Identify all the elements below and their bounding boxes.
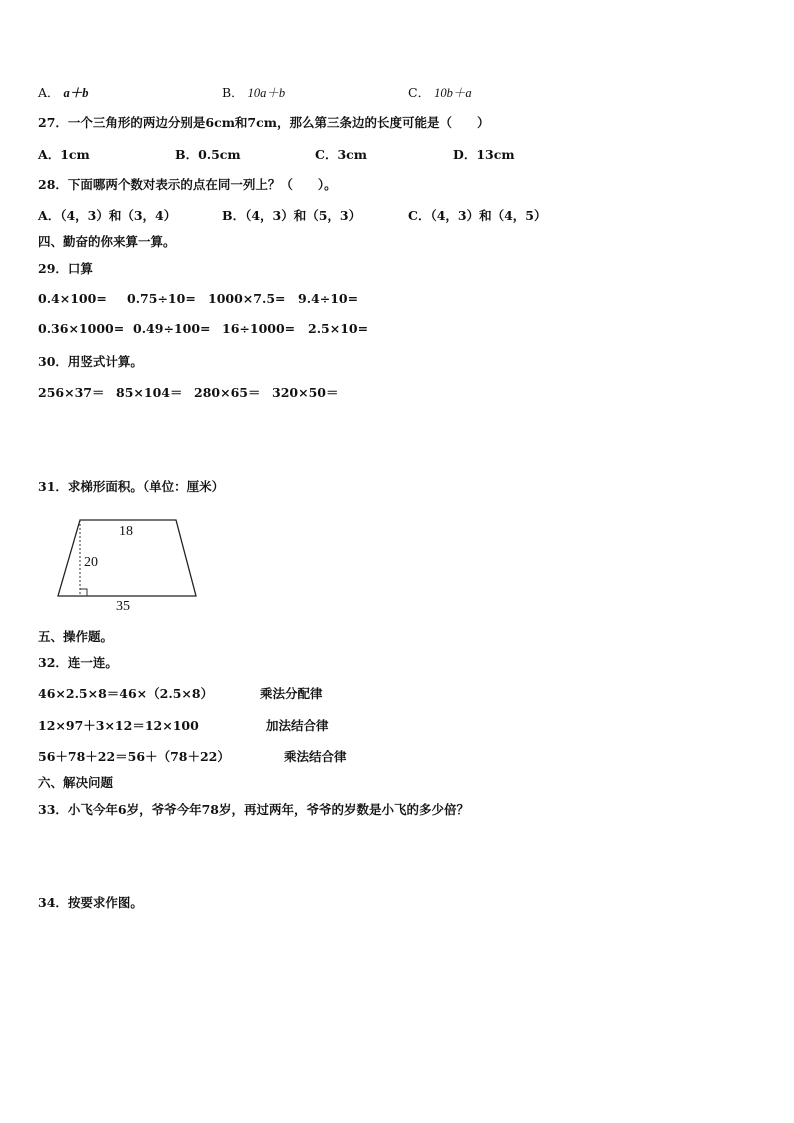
q27-option-c: C．3cm — [315, 147, 367, 162]
q30-stem: 30．用竖式计算。 — [38, 354, 143, 369]
q29-r1-1: 0.4×100= — [38, 291, 107, 306]
q28-option-c: C．（4，3）和（4，5） — [408, 208, 547, 223]
q28-option-b: B．（4，3）和（5，3） — [222, 208, 362, 223]
q28-option-a: A．（4，3）和（3，4） — [38, 208, 177, 223]
q26-option-c-label: C． — [408, 85, 431, 100]
q27-option-b: B．0.5cm — [175, 147, 241, 162]
q29-r1-4: 9.4÷10= — [298, 291, 359, 306]
q32-left-3: 56＋78＋22＝56＋（78＋22） — [38, 749, 230, 764]
q26-option-a — [38, 85, 89, 101]
q31-stem: 31．求梯形面积。（单位：厘米） — [38, 479, 225, 494]
q29-stem: 29．口算 — [38, 261, 93, 276]
q32-right-1: 乘法分配律 — [260, 686, 323, 701]
section6-title: 六、解决问题 — [38, 775, 114, 790]
q29-r2-1: 0.36×1000= — [38, 321, 125, 336]
q29-r1-3: 1000×7.5= — [208, 291, 286, 306]
q26-option-b — [222, 85, 285, 101]
q26-option-a-label: A． — [38, 85, 60, 100]
q27-option-a: A．1cm — [38, 147, 90, 162]
q29-r2-3: 16÷1000= — [222, 321, 296, 336]
q32-stem: 32．连一连。 — [38, 655, 118, 670]
q33-stem: 33．小飞今年6岁，爷爷今年78岁，再过两年，爷爷的岁数是小飞的多少倍？ — [38, 802, 469, 817]
q34-stem: 34．按要求作图。 — [38, 895, 143, 910]
q30-item-2: 85×104＝ — [116, 385, 183, 400]
q30-item-3: 280×65＝ — [194, 385, 261, 400]
q26-option-c — [408, 85, 472, 101]
q32-right-2: 加法结合律 — [266, 718, 329, 733]
right-angle-mark — [80, 589, 87, 596]
trapezoid-height-label: 20 — [84, 555, 98, 570]
q26-option-b-label: B． — [222, 85, 244, 100]
q27-option-d: D．13cm — [453, 147, 515, 162]
q27-stem: 27．一个三角形的两边分别是6cm和7cm，那么第三条边的长度可能是（ ） — [38, 115, 490, 130]
q30-item-1: 256×37＝ — [38, 385, 105, 400]
q29-r2-4: 2.5×10= — [308, 321, 369, 336]
q26-option-b-expr: 10a＋b — [247, 86, 286, 100]
q32-right-3: 乘法结合律 — [284, 749, 347, 764]
trapezoid-top-label: 18 — [119, 524, 133, 539]
q26-option-a-expr: a＋b — [63, 86, 89, 100]
trapezoid-bottom-label: 35 — [116, 599, 130, 614]
q30-item-4: 320×50＝ — [272, 385, 339, 400]
q26-option-c-expr: 10b＋a — [434, 86, 472, 100]
q32-left-2: 12×97＋3×12＝12×100 — [38, 718, 199, 733]
q29-r1-2: 0.75÷10= — [127, 291, 196, 306]
section5-title: 五、操作题。 — [38, 629, 114, 644]
q28-stem: 28．下面哪两个数对表示的点在同一列上？（ ）。 — [38, 177, 337, 192]
q29-r2-2: 0.49÷100= — [133, 321, 211, 336]
section4-title: 四、勤奋的你来算一算。 — [38, 234, 176, 249]
q32-left-1: 46×2.5×8＝46×（2.5×8） — [38, 686, 214, 701]
trapezoid-figure — [50, 512, 210, 617]
